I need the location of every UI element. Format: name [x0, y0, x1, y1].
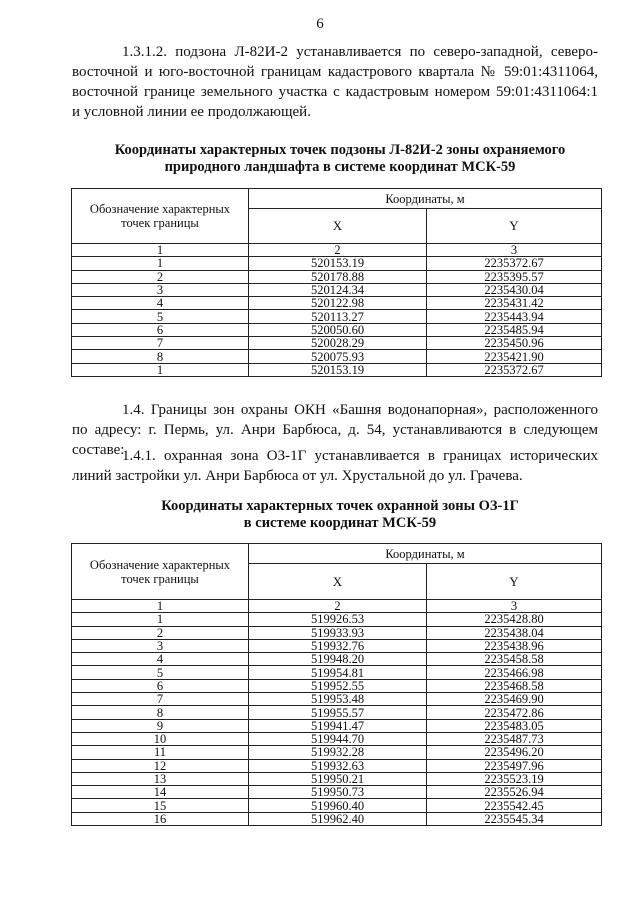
table-row: [72, 626, 602, 639]
point-number-cell: 4: [72, 653, 249, 666]
table2-title-line: в системе координат МСК-59: [243, 515, 437, 531]
header-point-designation: [72, 544, 249, 600]
x-coordinate-cell: 519962.40: [249, 812, 427, 825]
x-coordinate-cell: 520113.27: [249, 310, 427, 323]
paragraph-1-3-1-2: [72, 42, 598, 122]
table-row: [72, 786, 602, 799]
paragraph-line: 1.4. Границы зон охраны ОКН «Башня водонапорная», расположенного: [122, 402, 598, 418]
point-number-cell: 3: [72, 283, 249, 296]
point-number-cell: 4: [72, 297, 249, 310]
table-row: [72, 759, 602, 772]
header-text: точек границы: [121, 216, 199, 230]
point-number-cell: 14: [72, 786, 249, 799]
column-number: 2: [249, 600, 427, 613]
y-coordinate-cell: 2235438.96: [427, 639, 602, 652]
table-row: [72, 270, 602, 283]
header-coordinates: Координаты, м: [249, 544, 602, 564]
paragraph-line: по адресу: г. Пермь, ул. Анри Барбюса, д. 54, устанавливаются в следующем: [72, 422, 598, 438]
y-coordinate-cell: 2235468.58: [427, 679, 602, 692]
table-row: [72, 337, 602, 350]
point-number-cell: 11: [72, 746, 249, 759]
y-coordinate-cell: 2235372.67: [427, 257, 602, 270]
point-number-cell: 6: [72, 323, 249, 336]
x-coordinate-cell: 519948.20: [249, 653, 427, 666]
point-number-cell: 8: [72, 350, 249, 363]
point-number-cell: 10: [72, 732, 249, 745]
x-coordinate-cell: 520122.98: [249, 297, 427, 310]
y-coordinate-cell: 2235469.90: [427, 693, 602, 706]
point-number-cell: 2: [72, 626, 249, 639]
table-row: [72, 310, 602, 323]
x-coordinate-cell: 519941.47: [249, 719, 427, 732]
x-coordinate-cell: 519952.55: [249, 679, 427, 692]
table-row: [72, 732, 602, 745]
y-coordinate-cell: 2235526.94: [427, 786, 602, 799]
y-coordinate-cell: 2235487.73: [427, 732, 602, 745]
header-text: точек границы: [121, 571, 199, 586]
table-row: [72, 257, 602, 270]
x-coordinate-cell: 519955.57: [249, 706, 427, 719]
point-number-cell: 7: [72, 337, 249, 350]
paragraph-line: составе:: [72, 442, 125, 458]
table-row: [72, 653, 602, 666]
paragraph-line: линий застройки ул. Анри Барбюса от ул. Хрустальной до ул. Грачева.: [72, 468, 523, 484]
header-y: Y: [427, 209, 602, 244]
paragraph-line: восточной границе земельного участка с кадастровым номером 59:01:4311064:1: [72, 84, 598, 100]
header-point-designation: [72, 189, 249, 244]
table1-title-line: Координаты характерных точек подзоны Л-82И-2 зоны охраняемого: [114, 142, 566, 158]
header-coordinates: Координаты, м: [249, 189, 602, 209]
x-coordinate-cell: 519932.63: [249, 759, 427, 772]
y-coordinate-cell: 2235542.45: [427, 799, 602, 812]
y-coordinate-cell: 2235421.90: [427, 350, 602, 363]
paragraph-line: 1.3.1.2. подзона Л-82И-2 устанавливается по северо-западной, северо-: [122, 44, 598, 60]
column-number: 1: [72, 600, 249, 613]
x-coordinate-cell: 519960.40: [249, 799, 427, 812]
y-coordinate-cell: 2235483.05: [427, 719, 602, 732]
y-coordinate-cell: 2235496.20: [427, 746, 602, 759]
table-row: [72, 812, 602, 825]
table-row: [72, 679, 602, 692]
y-coordinate-cell: 2235428.80: [427, 613, 602, 626]
table-row: [72, 693, 602, 706]
y-coordinate-cell: 2235466.98: [427, 666, 602, 679]
x-coordinate-cell: 520075.93: [249, 350, 427, 363]
x-coordinate-cell: 519954.81: [249, 666, 427, 679]
table1-body: [72, 257, 602, 377]
y-coordinate-cell: 2235443.94: [427, 310, 602, 323]
x-coordinate-cell: 520050.60: [249, 323, 427, 336]
column-number: 1: [72, 244, 249, 257]
table2-title: [80, 498, 600, 532]
page-number: 6: [316, 16, 324, 32]
table-row: [72, 283, 602, 296]
point-number-cell: 13: [72, 772, 249, 785]
x-coordinate-cell: 519950.73: [249, 786, 427, 799]
header-y: Y: [427, 564, 602, 600]
table-row: [72, 350, 602, 363]
point-number-cell: 2: [72, 270, 249, 283]
y-coordinate-cell: 2235472.86: [427, 706, 602, 719]
x-coordinate-cell: 519932.28: [249, 746, 427, 759]
table-row: [72, 666, 602, 679]
table1-title: [80, 142, 600, 176]
table2-title-line: Координаты характерных точек охранной зоны ОЗ-1Г: [161, 498, 519, 514]
x-coordinate-cell: 520124.34: [249, 283, 427, 296]
x-coordinate-cell: 520153.19: [249, 363, 427, 376]
column-number: 3: [427, 244, 602, 257]
y-coordinate-cell: 2235431.42: [427, 297, 602, 310]
y-coordinate-cell: 2235395.57: [427, 270, 602, 283]
x-coordinate-cell: 519926.53: [249, 613, 427, 626]
table-row: [72, 363, 602, 376]
point-number-cell: 6: [72, 679, 249, 692]
header-text: Обозначение характерных: [89, 557, 231, 572]
x-coordinate-cell: 519933.93: [249, 626, 427, 639]
point-number-cell: 15: [72, 799, 249, 812]
point-number-cell: 8: [72, 706, 249, 719]
y-coordinate-cell: 2235523.19: [427, 772, 602, 785]
y-coordinate-cell: 2235485.94: [427, 323, 602, 336]
table-row: [72, 799, 602, 812]
point-number-cell: 5: [72, 310, 249, 323]
table-row: [72, 323, 602, 336]
paragraph-line: 1.4.1. охранная зона ОЗ-1Г устанавливается в границах исторических: [122, 448, 598, 464]
x-coordinate-cell: 519950.21: [249, 772, 427, 785]
paragraph-line: и условной линии ее продолжающей.: [72, 104, 311, 120]
x-coordinate-cell: 519953.48: [249, 693, 427, 706]
y-coordinate-cell: 2235438.04: [427, 626, 602, 639]
x-coordinate-cell: 519944.70: [249, 732, 427, 745]
header-text: Обозначение характерных: [89, 202, 231, 216]
paragraph-line: восточной и юго-восточной границам кадастрового квартала № 59:01:4311064,: [72, 64, 598, 80]
table-row: [72, 639, 602, 652]
y-coordinate-cell: 2235545.34: [427, 812, 602, 825]
table-row: [72, 772, 602, 785]
column-number: 2: [249, 244, 427, 257]
y-coordinate-cell: 2235497.96: [427, 759, 602, 772]
table2-body: [72, 613, 602, 826]
table-row: [72, 706, 602, 719]
table1-title-line: природного ландшафта в системе координат МСК-59: [164, 159, 516, 175]
point-number-cell: 16: [72, 812, 249, 825]
header-x: X: [249, 564, 427, 600]
point-number-cell: 12: [72, 759, 249, 772]
x-coordinate-cell: 520153.19: [249, 257, 427, 270]
point-number-cell: 3: [72, 639, 249, 652]
point-number-cell: 9: [72, 719, 249, 732]
header-x: X: [249, 209, 427, 244]
x-coordinate-cell: 520028.29: [249, 337, 427, 350]
y-coordinate-cell: 2235450.96: [427, 337, 602, 350]
x-coordinate-cell: 520178.88: [249, 270, 427, 283]
x-coordinate-cell: 519932.76: [249, 639, 427, 652]
y-coordinate-cell: 2235430.04: [427, 283, 602, 296]
point-number-cell: 1: [72, 363, 249, 376]
table1-coordinates: [71, 188, 602, 377]
table-row: [72, 746, 602, 759]
table-row: [72, 613, 602, 626]
table2-coordinates: [71, 543, 602, 826]
y-coordinate-cell: 2235372.67: [427, 363, 602, 376]
point-number-cell: 1: [72, 257, 249, 270]
table-row: [72, 719, 602, 732]
y-coordinate-cell: 2235458.58: [427, 653, 602, 666]
point-number-cell: 7: [72, 693, 249, 706]
point-number-cell: 1: [72, 613, 249, 626]
table-row: [72, 297, 602, 310]
point-number-cell: 5: [72, 666, 249, 679]
column-number: 3: [427, 600, 602, 613]
